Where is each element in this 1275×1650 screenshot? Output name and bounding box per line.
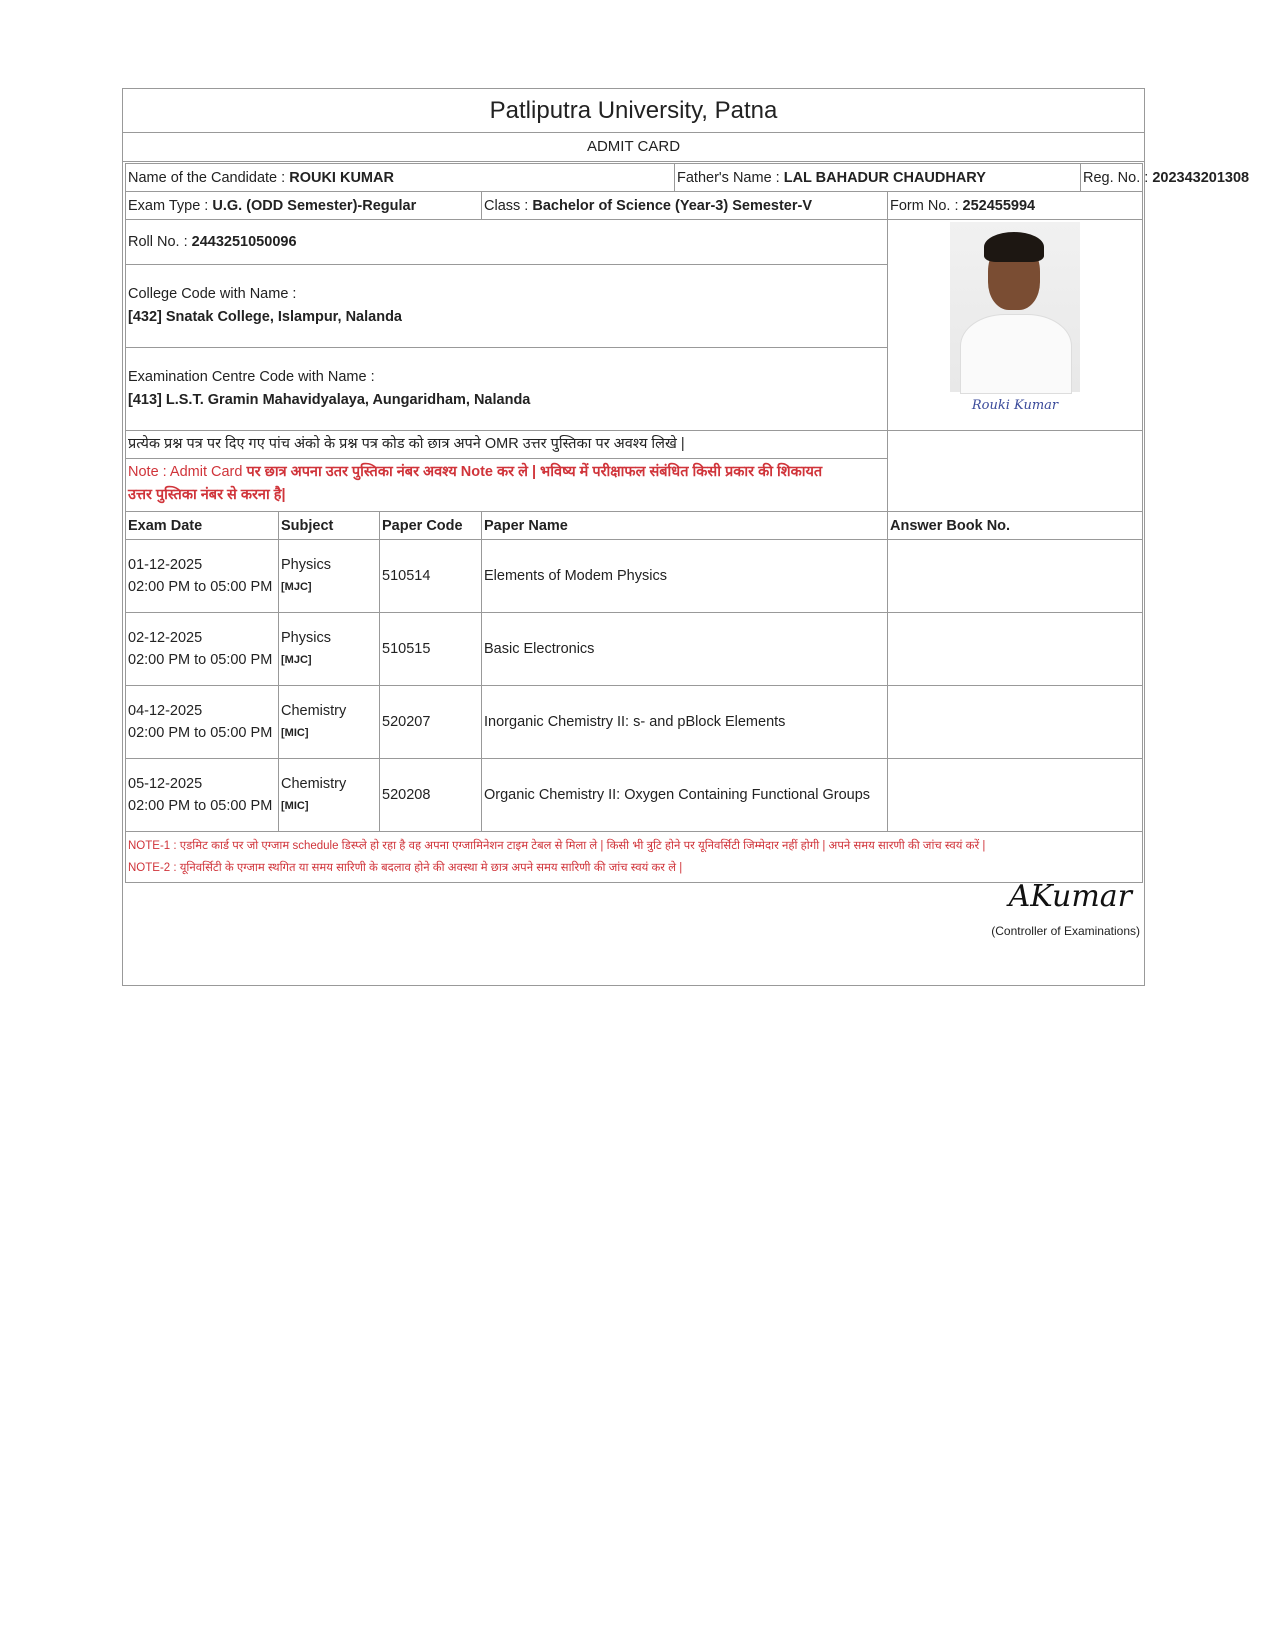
exam-date: 02-12-2025 02:00 PM to 05:00 PM [126,613,279,686]
form-no: Form No. : 252455994 [888,192,1143,220]
university-title: Patliputra University, Patna [123,89,1144,133]
controller-label: (Controller of Examinations) [991,924,1140,938]
controller-signature: AKumar [1008,879,1132,914]
table-row [126,613,1143,686]
exam-date: 04-12-2025 02:00 PM to 05:00 PM [126,686,279,759]
paper-name: Inorganic Chemistry II: s- and pBlock Elements [482,686,888,759]
father-name: Father's Name : LAL BAHADUR CHAUDHARY [675,164,1081,192]
exam-date: 01-12-2025 02:00 PM to 05:00 PM [126,540,279,613]
paper-code: 510514 [380,540,482,613]
answer-book-no [888,759,1143,832]
paper-code: 520208 [380,759,482,832]
instruction-text: प्रत्येक प्रश्न पत्र पर दिए गए पांच अंको के प्रश्न पत्र कोड को छात्र अपने OMR उत्तर पुस्तिका पर अवश्य लिखे | [126,433,887,459]
subject: Physics [MJC] [279,613,380,686]
exam-date: 05-12-2025 02:00 PM to 05:00 PM [126,759,279,832]
paper-name: Elements of Modem Physics [482,540,888,613]
table-row [126,759,1143,832]
paper-name: Basic Electronics [482,613,888,686]
class: Class : Bachelor of Science (Year-3) Semester-V [482,192,888,220]
answer-book-no [888,686,1143,759]
table-row [126,540,1143,613]
admit-card [122,88,1250,986]
note-text: Note : Admit Card पर छात्र अपना उतर पुस्तिका नंबर अवश्य Note कर ले | भविष्य में परीक्षाफल संबंधित किसी प्रकार की शिकायत उत्तर पुस्तिका नंबर से करना है| [128,464,823,503]
controller-signature-block [991,879,1140,938]
subject: Chemistry [MIC] [279,759,380,832]
candidate-name: Name of the Candidate : ROUKI KUMAR [126,164,675,192]
document-title: ADMIT CARD [123,133,1144,162]
college: College Code with Name : [432] Snatak College, Islampur, Nalanda [126,265,888,348]
table-row [126,686,1143,759]
subject: Physics [MJC] [279,540,380,613]
note-2: NOTE-2 : यूनिवर्सिटी के एग्जाम स्थगित या समय सारिणी के बदलाव होने की अवस्था मे छात्र अपने समय सारिणी की जांच स्वयं कर ले | [128,862,683,874]
reg-no: Reg. No. : 202343201308 [1081,164,1143,192]
exam-centre: Examination Centre Code with Name : [413] L.S.T. Gramin Mahavidyalaya, Aungaridham, Nalanda [126,348,888,431]
notes [126,832,1143,883]
candidate-signature: Rouki Kumar [971,398,1059,413]
paper-code: 520207 [380,686,482,759]
schedule-header: Exam Date Subject Paper Code Paper Name Answer Book No. [126,512,1143,540]
paper-code: 510515 [380,613,482,686]
paper-name: Organic Chemistry II: Oxygen Containing Functional Groups [482,759,888,832]
candidate-table [125,163,1250,192]
details-table [125,191,1143,883]
note-1: NOTE-1 : एडमिट कार्ड पर जो एग्जाम schedule डिस्प्ले हो रहा है वह अपना एग्जामिनेशन टाइम टेबल से मिला ले | किसी भी त्रुटि होने पर यूनिवर्सिटी जिम्मेदार नहीं होगी | अपने समय सारणी की जांच स्वयं करें | [128,840,986,852]
answer-book-no [888,613,1143,686]
instructions [126,431,888,512]
candidate-photo [950,222,1080,392]
empty-cell [888,431,1143,512]
answer-book-no [888,540,1143,613]
exam-type: Exam Type : U.G. (ODD Semester)-Regular [126,192,482,220]
photo-cell [888,220,1143,431]
subject: Chemistry [MIC] [279,686,380,759]
roll-no: Roll No. : 2443251050096 [126,220,888,265]
